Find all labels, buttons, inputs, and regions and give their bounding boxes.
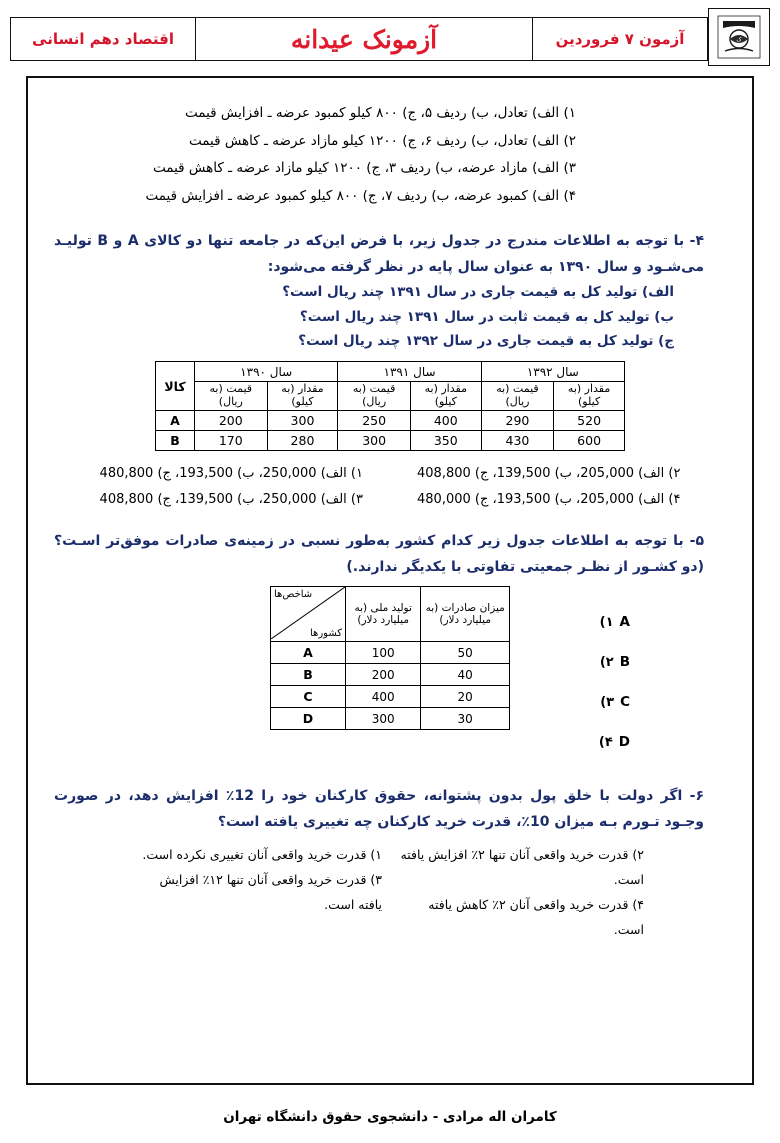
question-5-number: ۵- <box>689 532 704 549</box>
option-letter: C <box>620 694 630 711</box>
cell-value: 200 <box>346 664 421 686</box>
cell-value: 350 <box>410 430 481 450</box>
cell-value: 400 <box>346 686 421 708</box>
question-4-part-c: ج) تولید کل به قیمت جاری در سال ۱۳۹۲ چند ریال است؟ <box>298 333 674 350</box>
option-column-right <box>100 461 363 513</box>
table-row <box>156 410 625 430</box>
option-item <box>520 642 670 682</box>
table-row <box>156 430 625 450</box>
option-item <box>520 682 670 722</box>
cell-value: 280 <box>267 430 338 450</box>
question-6-number: ۶- <box>689 788 705 805</box>
option-item: ۳) الف) 250,000، ب) 139,500، ج) 408,800 <box>99 491 363 507</box>
option-item: ۲) الف) 205,000، ب) 139,500، ج) 408,800 <box>417 465 681 481</box>
option-item: ۱) قدرت خرید واقعی آنان تغییری نکرده است. <box>142 847 382 863</box>
option-column-right <box>136 842 382 942</box>
svg-text:ک: ک <box>736 36 742 44</box>
row-label-country: C <box>271 686 346 708</box>
option-column-left <box>417 461 680 513</box>
subheader-price: قیمت (به ریال) <box>481 382 554 410</box>
option-number: ۳) <box>600 694 615 710</box>
question-5-text: با توجه به اطلاعات جدول زیر کدام کشور به‌طور نسبی در زمینه‌ی صادرات موفق‌تر اسـت؟ (دو کشـور از نظـر جمعیتی تفاوتی با یکدیگر ندارند.) <box>54 532 704 575</box>
subheader-qty: مقدار (به کیلو) <box>554 382 625 410</box>
question-4-options <box>54 461 726 513</box>
cell-value: 100 <box>346 642 421 664</box>
question-6-text: اگر دولت با خلق پول بدون پشتوانه، حقوق کارکنان خود را 12٪ افزایش دهد، در صورت وجـود تـورم بـه میزان 10٪، قدرت خرید کارکنان چه تغییری یافته است؟ <box>54 788 704 831</box>
cell-value: 20 <box>421 686 510 708</box>
exam-body <box>26 76 754 1085</box>
corner-top-label: شاخص‌ها <box>274 589 313 601</box>
cell-value: 250 <box>338 410 411 430</box>
cell-value: 600 <box>554 430 625 450</box>
option-number: ۲) <box>599 654 614 670</box>
question-5 <box>54 529 726 763</box>
row-label-country: D <box>271 708 346 730</box>
question-6-stem <box>54 784 726 836</box>
question-4-part-a: الف) تولید کل به قیمت جاری در سال ۱۳۹۱ چند ریال است؟ <box>282 284 674 301</box>
footer-credit: کامران اله مرادی - دانشجوی حقوق دانشگاه تهران <box>223 1109 557 1125</box>
cell-value: 430 <box>481 430 554 450</box>
question-4-stem <box>54 229 726 281</box>
subheader-qty: مقدار (به کیلو) <box>410 382 481 410</box>
question-6-options <box>54 842 726 942</box>
row-label-country: B <box>271 664 346 686</box>
header-exports: میزان صادرات (به میلیارد دلار) <box>421 587 510 642</box>
corner-diagonal-header <box>271 587 346 642</box>
logo-graphic <box>717 15 761 59</box>
option-letter: B <box>619 654 630 671</box>
corner-bottom-label: کشورها <box>310 628 342 640</box>
option-item: ۲) قدرت خرید واقعی آنان تنها ٢٪ افزایش یافته است. <box>400 847 644 888</box>
option-item <box>520 722 670 762</box>
exports-table <box>270 586 510 730</box>
row-label-country: A <box>271 642 346 664</box>
cell-value: 30 <box>421 708 510 730</box>
header-national-production: تولید ملی (به میلیارد دلار) <box>346 587 421 642</box>
year-header-1390: سال ۱۳۹۰ <box>195 362 338 382</box>
option-column-left <box>398 842 644 942</box>
cell-value: 50 <box>421 642 510 664</box>
table-row <box>271 642 510 664</box>
kanoon-logo <box>708 8 770 66</box>
option-item: ۴) الف) کمبود عرضه، ب) ردیف ۷، ج) ۸۰۰ کیلو کمبود عرضه ـ افزایش قیمت <box>145 188 576 205</box>
cell-value: 170 <box>195 430 268 450</box>
header-exam-title: آزمون ۷ فروردین <box>532 17 708 61</box>
corner-header-kala: کالا <box>156 362 195 410</box>
production-table <box>155 361 625 450</box>
cell-value: 520 <box>554 410 625 430</box>
table-row <box>156 382 625 410</box>
option-item: ۱) الف) تعادل، ب) ردیف ۵، ج) ۸۰۰ کیلو کمبود عرضه ـ افزایش قیمت <box>185 105 576 121</box>
cell-value: 400 <box>410 410 481 430</box>
option-letter: A <box>619 614 630 631</box>
option-item: ۴) الف) 205,000، ب) 193,500، ج) 480,000 <box>417 491 681 507</box>
option-number: ۱) <box>599 614 614 630</box>
header-brand-title: آزمونک عیدانه <box>196 17 532 61</box>
year-header-1391: سال ۱۳۹۱ <box>338 362 481 382</box>
question-5-options <box>520 586 670 762</box>
option-item <box>520 602 670 642</box>
option-item: ۲) الف) تعادل، ب) ردیف ۶، ج) ۱۲۰۰ کیلو مازاد عرضه ـ کاهش قیمت <box>188 132 576 149</box>
question-4 <box>54 229 726 513</box>
row-label-goods: A <box>156 410 195 430</box>
table-row <box>156 362 625 382</box>
question-6 <box>54 784 726 942</box>
subheader-price: قیمت (به ریال) <box>338 382 411 410</box>
question-4-number: ۴- <box>689 232 704 249</box>
table-row <box>271 664 510 686</box>
table-row <box>271 708 510 730</box>
previous-question-options <box>54 100 726 211</box>
cell-value: 300 <box>346 708 421 730</box>
page-header <box>10 8 770 70</box>
option-number: ۴) <box>598 734 613 750</box>
cell-value: 200 <box>195 410 268 430</box>
option-item: ۳) الف) مازاد عرضه، ب) ردیف ۳، ج) ۱۲۰۰ کیلو مازاد عرضه ـ کاهش قیمت <box>153 160 576 177</box>
subheader-price: قیمت (به ریال) <box>195 382 268 410</box>
question-4-table-wrap <box>54 361 726 450</box>
option-letter: D <box>618 734 630 751</box>
cell-value: 290 <box>481 410 554 430</box>
row-label-goods: B <box>156 430 195 450</box>
question-4-part-b: ب) تولید کل به قیمت ثابت در سال ۱۳۹۱ چند ریال است؟ <box>299 308 674 325</box>
option-item: ۳) قدرت خرید واقعی آنان تنها ١٢٪ افزایش یافته است. <box>159 872 382 913</box>
table-row <box>271 686 510 708</box>
table-row <box>271 587 510 642</box>
bottom-spacer <box>54 946 726 1085</box>
question-4-text: با توجه به اطلاعات مندرج در جدول زیر، با فرض این‌که در جامعه تنها دو کالای A و B تولیـد می‌شـود و سال ۱۳۹۰ به عنوان سال پایه در نظر گرفته می‌شود: <box>54 232 704 275</box>
question-5-content <box>54 586 726 762</box>
subheader-qty: مقدار (به کیلو) <box>267 382 338 410</box>
option-item: ۴) قدرت خرید واقعی آنان ٢٪ کاهش یافته است. <box>428 897 644 938</box>
header-subject-title: اقتصاد دهم انسانی <box>10 17 196 61</box>
option-item: ۱) الف) 250,000، ب) 193,500، ج) 480,800 <box>99 465 363 481</box>
cell-value: 300 <box>267 410 338 430</box>
cell-value: 40 <box>421 664 510 686</box>
cell-value: 300 <box>338 430 411 450</box>
year-header-1392: سال ۱۳۹۲ <box>481 362 624 382</box>
question-5-stem <box>54 529 726 581</box>
